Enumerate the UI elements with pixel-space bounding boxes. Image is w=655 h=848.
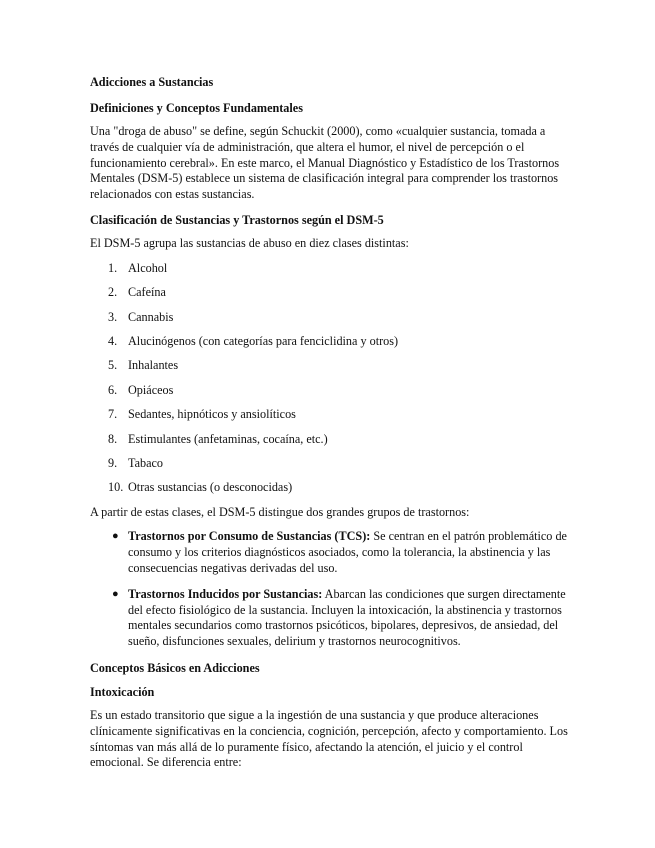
list-item: [90, 529, 570, 576]
bullet-icon: ●: [112, 530, 119, 543]
list-item: [90, 261, 570, 277]
intoxication-paragraph: Es un estado transitorio que sigue a la ingestión de una sustancia y que produce alteraciones clínicamente significativas en la conciencia, cognición, percepción, afecto y comportamiento. Los síntomas van más allá de lo puramente físico, afectando la atención, el juicio y el control emocional. Se diferencia entre:: [90, 708, 568, 770]
list-number: 3.: [108, 309, 118, 324]
list-number: 7.: [108, 407, 118, 422]
list-item-label: Cannabis: [128, 309, 174, 324]
groups-intro: A partir de estas clases, el DSM-5 distingue dos grandes grupos de trastornos:: [90, 504, 470, 519]
section-heading-classification: Clasificación de Sustancias y Trastornos según el DSM-5: [90, 212, 384, 227]
list-number: 10.: [108, 480, 124, 495]
list-number: 6.: [108, 382, 118, 397]
list-number: 2.: [108, 285, 118, 300]
document-title: Adicciones a Sustancias: [90, 75, 214, 89]
list-item: [90, 358, 570, 374]
list-item-label: Estimulantes (anfetaminas, cocaína, etc.): [128, 431, 328, 446]
section-heading-basic-concepts: Conceptos Básicos en Adicciones: [90, 661, 260, 676]
list-item: [90, 480, 570, 496]
document-page: [90, 74, 570, 780]
list-item: [90, 587, 570, 650]
disorder-groups-list: [90, 529, 570, 650]
bullet-icon: ●: [112, 587, 119, 600]
list-number: 8.: [108, 431, 118, 446]
classification-intro: El DSM-5 agrupa las sustancias de abuso en diez clases distintas:: [90, 235, 409, 250]
list-item-label: Alcohol: [128, 260, 168, 275]
substance-classes-list: [90, 261, 570, 496]
group-term: Trastornos por Consumo de Sustancias (TCS):: [128, 529, 371, 544]
list-number: 1.: [108, 260, 118, 275]
list-item-label: Alucinógenos (con categorías para fenciclidina y otros): [128, 333, 399, 348]
section-heading-definitions: Definiciones y Conceptos Fundamentales: [90, 101, 303, 115]
list-item-label: Inhalantes: [128, 358, 179, 373]
list-number: 5.: [108, 358, 118, 373]
list-item: [90, 334, 570, 350]
definitions-paragraph: Una "droga de abuso" se define, según Schuckit (2000), como «cualquier sustancia, tomada a través de cualquier vía de administración, que altera el humor, el nivel de percepción o el funcionamiento cerebral». En este marco, el Manual Diagnóstico y Estadístico de los Trastornos Mentales (DSM-5) establece un sistema de clasificación integral para comprender los trastornos relacionados con estas sustancias.: [90, 124, 560, 202]
list-number: 9.: [108, 455, 118, 470]
list-item: [90, 407, 570, 423]
list-item-label: Tabaco: [128, 455, 164, 470]
list-item-label: Sedantes, hipnóticos y ansiolíticos: [128, 407, 296, 422]
group-term: Trastornos Inducidos por Sustancias:: [128, 586, 323, 601]
list-number: 4.: [108, 333, 118, 348]
list-item: [90, 285, 570, 301]
subheading-intoxication: Intoxicación: [90, 685, 155, 700]
list-item: [90, 456, 570, 472]
list-item-label: Opiáceos: [128, 382, 174, 397]
list-item: [90, 383, 570, 399]
list-item-label: Cafeína: [128, 285, 166, 300]
group-description: Se centran en el patrón problemático de consumo y los criterios diagnósticos asociados, como la tolerancia, la abstinencia y las consecuencias negativas derivadas del uso.: [128, 529, 567, 576]
list-item: [90, 310, 570, 326]
list-item-label: Otras sustancias (o desconocidas): [128, 480, 293, 495]
group-description: Abarcan las condiciones que surgen directamente del efecto fisiológico de la sustancia. Incluyen la intoxicación, la abstinencia y trastornos mentales secundarios como trastornos psicóticos, bipolares, depresivos, de ansiedad, del sueño, disfunciones sexuales, delirium y trastornos neurocognitivos.: [128, 586, 566, 649]
list-item: [90, 432, 570, 448]
